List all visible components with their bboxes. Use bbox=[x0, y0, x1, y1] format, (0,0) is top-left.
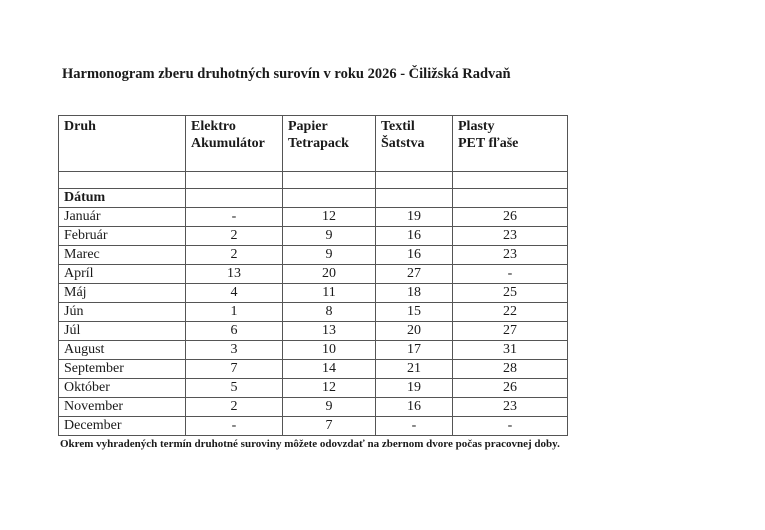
elektro-cell: - bbox=[186, 208, 283, 227]
spacer-cell bbox=[376, 172, 453, 189]
papier-cell: 11 bbox=[283, 284, 376, 303]
textil-cell: 16 bbox=[376, 227, 453, 246]
header-plasty-line1: Plasty bbox=[458, 119, 495, 134]
plasty-cell: 25 bbox=[453, 284, 568, 303]
header-textil bbox=[376, 116, 453, 172]
month-cell: Apríl bbox=[59, 265, 186, 284]
papier-cell: 9 bbox=[283, 398, 376, 417]
table-row bbox=[59, 417, 568, 436]
header-papier-line2: Tetrapack bbox=[288, 136, 349, 151]
papier-cell: 8 bbox=[283, 303, 376, 322]
textil-cell: 19 bbox=[376, 379, 453, 398]
plasty-cell: 31 bbox=[453, 341, 568, 360]
month-cell: September bbox=[59, 360, 186, 379]
textil-cell: 18 bbox=[376, 284, 453, 303]
elektro-cell: 2 bbox=[186, 227, 283, 246]
elektro-cell: 2 bbox=[186, 246, 283, 265]
header-druh bbox=[59, 116, 186, 172]
spacer-cell bbox=[453, 172, 568, 189]
plasty-cell: 23 bbox=[453, 227, 568, 246]
papier-cell: 10 bbox=[283, 341, 376, 360]
section-label-datum: Dátum bbox=[59, 189, 186, 208]
elektro-cell: 1 bbox=[186, 303, 283, 322]
section-empty-cell bbox=[376, 189, 453, 208]
plasty-cell: - bbox=[453, 417, 568, 436]
month-cell: Júl bbox=[59, 322, 186, 341]
elektro-cell: 4 bbox=[186, 284, 283, 303]
papier-cell: 14 bbox=[283, 360, 376, 379]
table-row bbox=[59, 303, 568, 322]
plasty-cell: 23 bbox=[453, 246, 568, 265]
table-spacer-row bbox=[59, 172, 568, 189]
month-cell: Jún bbox=[59, 303, 186, 322]
header-plasty-line2: PET fľaše bbox=[458, 136, 519, 151]
header-plasty bbox=[453, 116, 568, 172]
spacer-cell bbox=[59, 172, 186, 189]
papier-cell: 9 bbox=[283, 246, 376, 265]
table-row bbox=[59, 398, 568, 417]
collection-schedule-table bbox=[58, 115, 568, 436]
textil-cell: - bbox=[376, 417, 453, 436]
papier-cell: 7 bbox=[283, 417, 376, 436]
papier-cell: 13 bbox=[283, 322, 376, 341]
papier-cell: 12 bbox=[283, 208, 376, 227]
table-row bbox=[59, 208, 568, 227]
section-empty-cell bbox=[186, 189, 283, 208]
textil-cell: 16 bbox=[376, 398, 453, 417]
elektro-cell: 13 bbox=[186, 265, 283, 284]
plasty-cell: 22 bbox=[453, 303, 568, 322]
table-row bbox=[59, 341, 568, 360]
elektro-cell: 7 bbox=[186, 360, 283, 379]
header-textil-line2: Šatstva bbox=[381, 136, 425, 151]
elektro-cell: 5 bbox=[186, 379, 283, 398]
table-row bbox=[59, 246, 568, 265]
document-title: Harmonogram zberu druhotných surovín v roku 2026 - Čiližská Radvaň bbox=[62, 66, 511, 82]
plasty-cell: 28 bbox=[453, 360, 568, 379]
plasty-cell: 27 bbox=[453, 322, 568, 341]
month-cell: November bbox=[59, 398, 186, 417]
table-row bbox=[59, 360, 568, 379]
table-row bbox=[59, 284, 568, 303]
footer-note: Okrem vyhradených termín druhotné suroviny môžete odovzdať na zbernom dvore počas pracovnej doby. bbox=[60, 438, 560, 450]
papier-cell: 9 bbox=[283, 227, 376, 246]
month-cell: August bbox=[59, 341, 186, 360]
table-row bbox=[59, 227, 568, 246]
table-row bbox=[59, 379, 568, 398]
elektro-cell: 2 bbox=[186, 398, 283, 417]
table-section-row bbox=[59, 189, 568, 208]
plasty-cell: 26 bbox=[453, 379, 568, 398]
month-cell: Február bbox=[59, 227, 186, 246]
header-elektro bbox=[186, 116, 283, 172]
section-empty-cell bbox=[283, 189, 376, 208]
header-papier bbox=[283, 116, 376, 172]
header-elektro-line1: Elektro bbox=[191, 119, 236, 134]
month-cell: December bbox=[59, 417, 186, 436]
plasty-cell: 26 bbox=[453, 208, 568, 227]
month-cell: Marec bbox=[59, 246, 186, 265]
textil-cell: 19 bbox=[376, 208, 453, 227]
section-empty-cell bbox=[453, 189, 568, 208]
month-cell: Máj bbox=[59, 284, 186, 303]
papier-cell: 12 bbox=[283, 379, 376, 398]
textil-cell: 20 bbox=[376, 322, 453, 341]
spacer-cell bbox=[186, 172, 283, 189]
textil-cell: 16 bbox=[376, 246, 453, 265]
elektro-cell: 6 bbox=[186, 322, 283, 341]
table-row bbox=[59, 322, 568, 341]
papier-cell: 20 bbox=[283, 265, 376, 284]
header-elektro-line2: Akumulátor bbox=[191, 136, 265, 151]
table-header-row bbox=[59, 116, 568, 172]
textil-cell: 21 bbox=[376, 360, 453, 379]
spacer-cell bbox=[283, 172, 376, 189]
header-textil-line1: Textil bbox=[381, 119, 415, 134]
plasty-cell: - bbox=[453, 265, 568, 284]
elektro-cell: - bbox=[186, 417, 283, 436]
plasty-cell: 23 bbox=[453, 398, 568, 417]
header-druh-line1: Druh bbox=[64, 119, 96, 134]
textil-cell: 15 bbox=[376, 303, 453, 322]
table-row bbox=[59, 265, 568, 284]
month-cell: Október bbox=[59, 379, 186, 398]
header-papier-line1: Papier bbox=[288, 119, 328, 134]
textil-cell: 17 bbox=[376, 341, 453, 360]
textil-cell: 27 bbox=[376, 265, 453, 284]
elektro-cell: 3 bbox=[186, 341, 283, 360]
month-cell: Január bbox=[59, 208, 186, 227]
